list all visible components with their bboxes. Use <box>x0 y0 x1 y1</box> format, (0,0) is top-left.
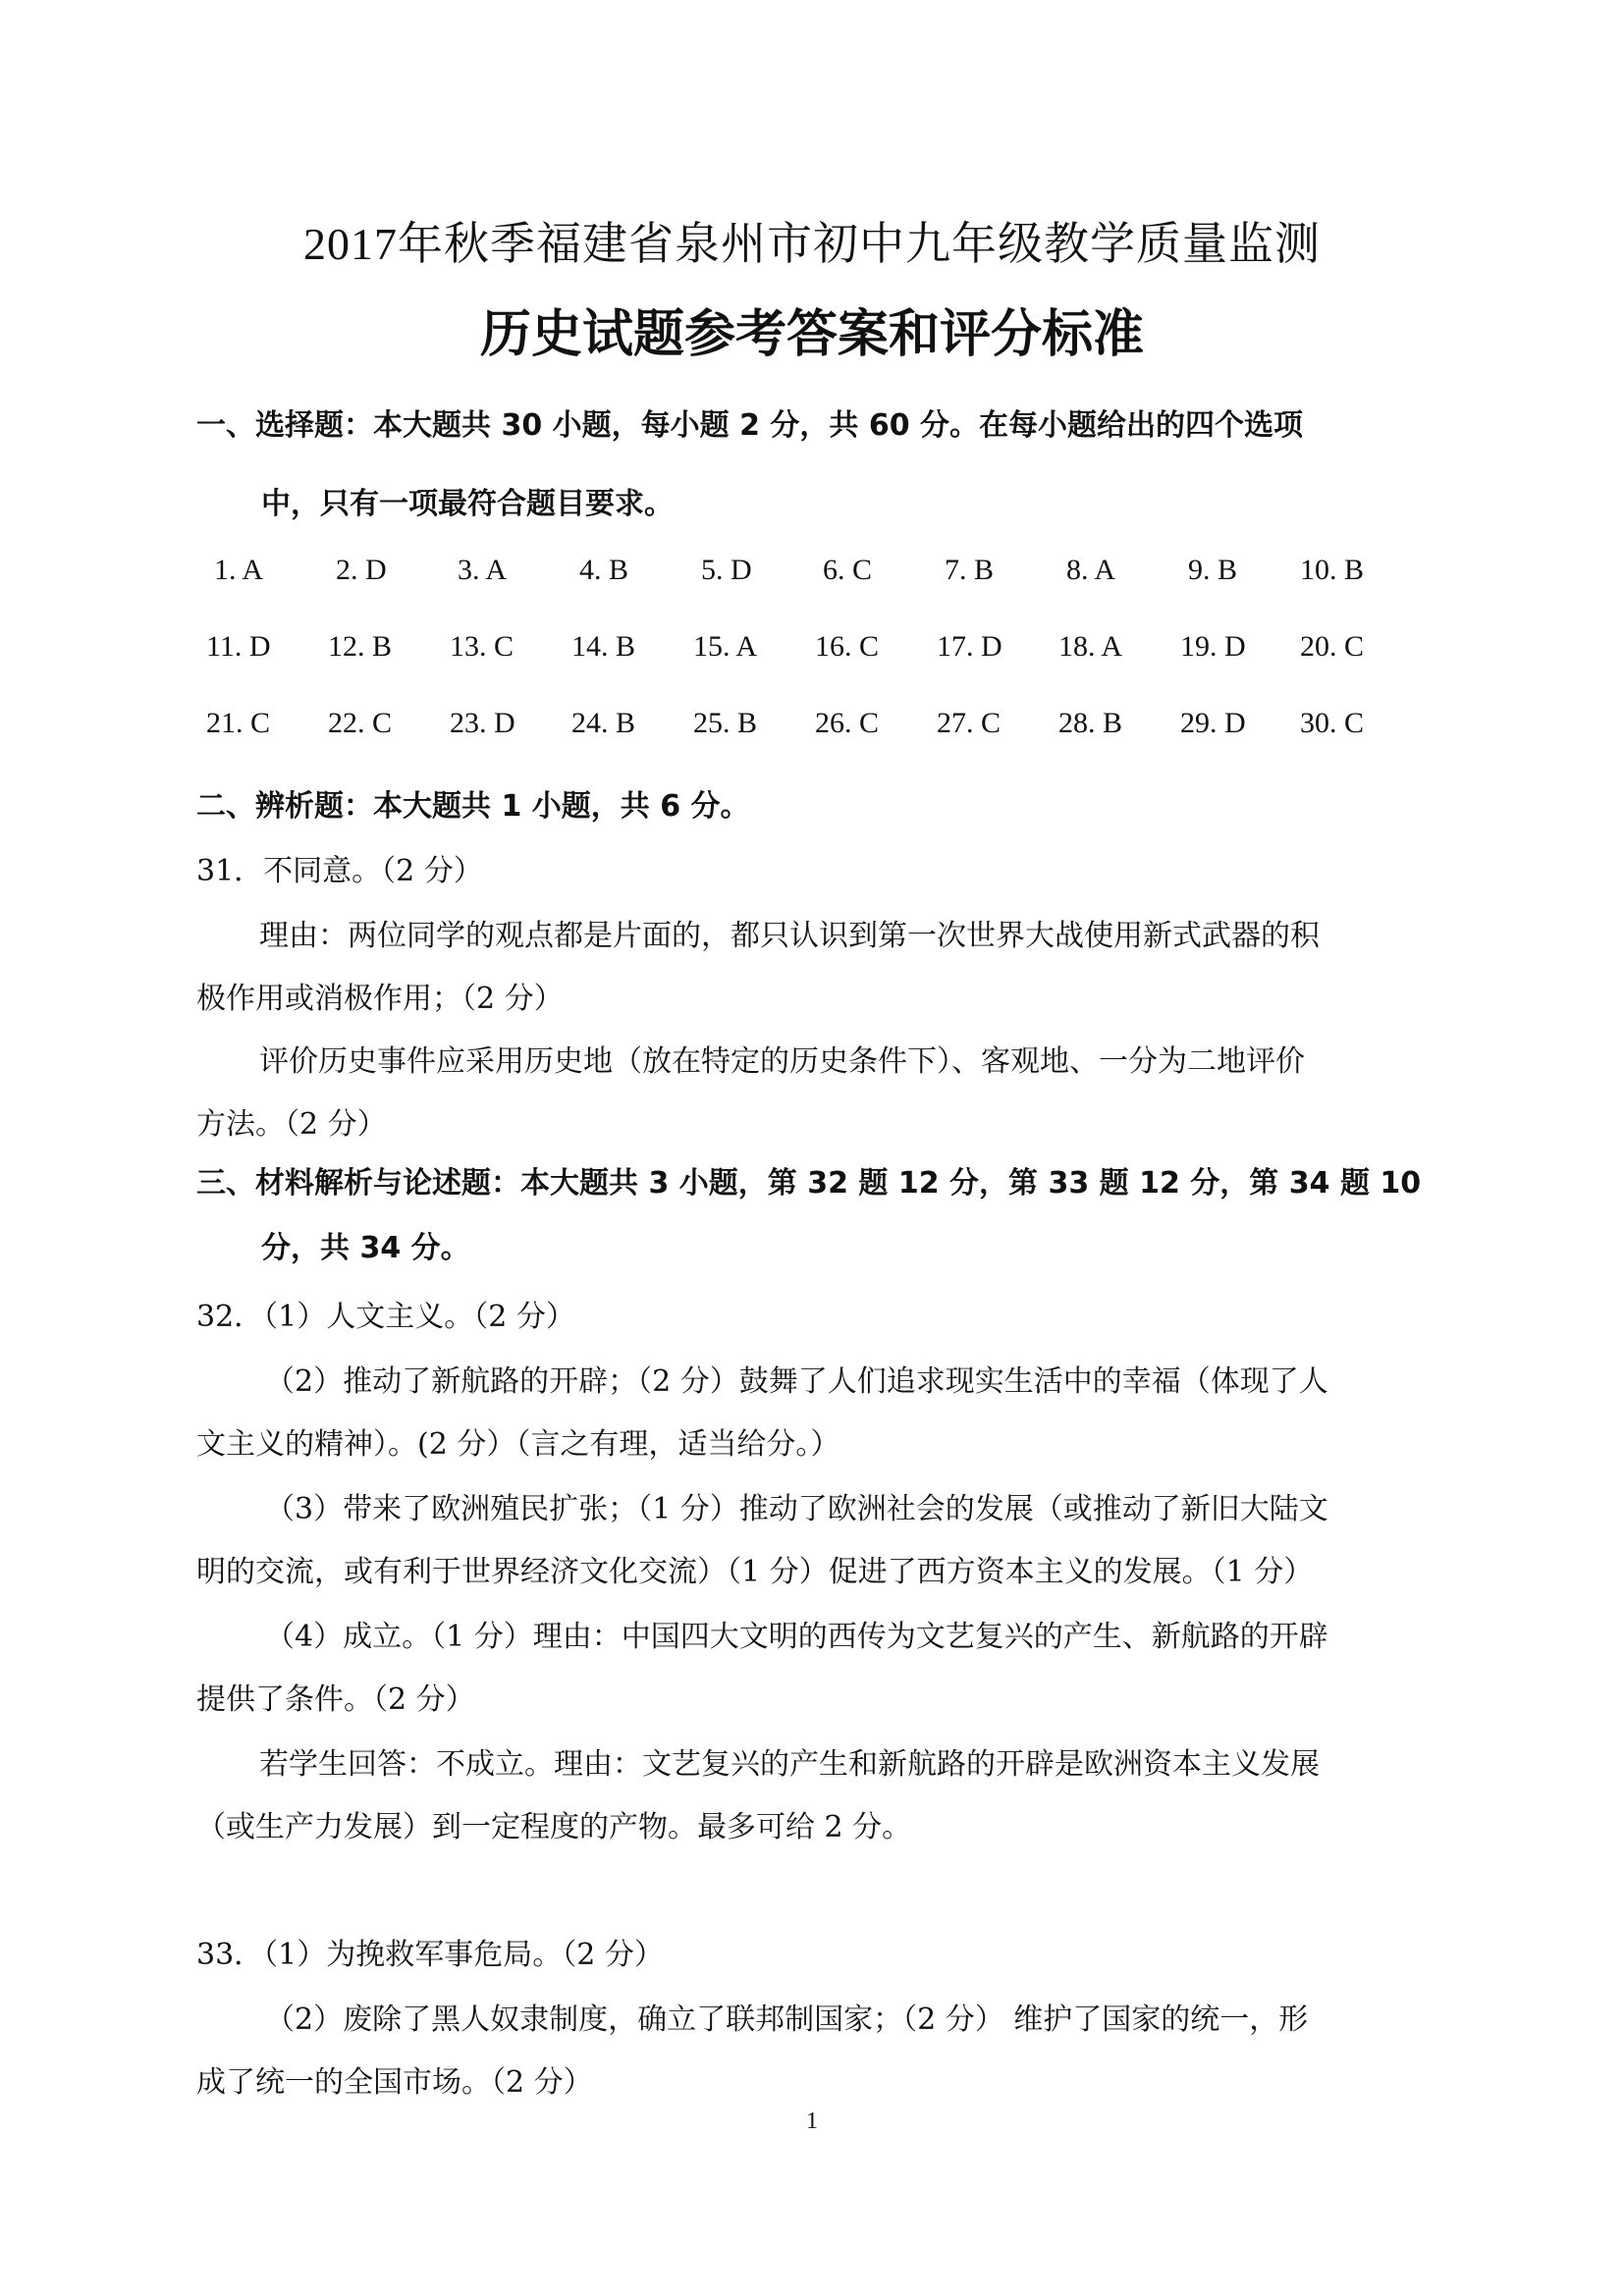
answer-item: 1. A <box>214 554 264 586</box>
q32-part4-cont: 提供了条件。（2 分） <box>196 1682 475 1717</box>
answer-item: 15. A <box>693 630 758 663</box>
answer-item: 11. D <box>206 630 271 663</box>
page-number: 1 <box>806 2109 818 2134</box>
answer-item: 30. C <box>1300 707 1365 739</box>
q32-part1: 32．（1）人文主义。（2 分） <box>196 1300 575 1334</box>
section2-heading: 二、辨析题：本大题共 1 小题，共 6 分。 <box>196 789 750 824</box>
q33-part1: 33．（1）为挽救军事危局。（2 分） <box>196 1938 664 1972</box>
answer-item: 17. D <box>937 630 1002 663</box>
q32-part2: （2）推动了新航路的开辟；（2 分）鼓舞了人们追求现实生活中的幸福（体现了人 <box>265 1364 1328 1399</box>
answer-item: 8. A <box>1066 554 1116 586</box>
section3-heading-cont: 分，共 34 分。 <box>261 1231 470 1265</box>
q32-alt-answer-cont: （或生产力发展）到一定程度的产物。最多可给 2 分。 <box>196 1810 912 1844</box>
answer-item: 27. C <box>937 707 1001 739</box>
answer-item: 19. D <box>1180 630 1246 663</box>
q32-part4: （4）成立。（1 分）理由：中国四大文明的西传为文艺复兴的产生、新航路的开辟 <box>265 1620 1328 1654</box>
q32-part2-cont: 文主义的精神）。(2 分）（言之有理，适当给分。） <box>196 1427 840 1462</box>
answer-item: 3. A <box>458 554 508 586</box>
section1-heading-cont: 中，只有一项最符合题目要求。 <box>261 487 674 521</box>
answer-item: 26. C <box>815 707 880 739</box>
answer-item: 12. B <box>328 630 393 663</box>
answer-item: 20. C <box>1300 630 1365 663</box>
answer-item: 18. A <box>1058 630 1123 663</box>
answer-item: 24. B <box>571 707 636 739</box>
answer-item: 28. B <box>1058 707 1123 739</box>
answer-item: 4. B <box>579 554 629 586</box>
answer-item: 10. B <box>1300 554 1365 586</box>
document-title: 2017年秋季福建省泉州市初中九年级教学质量监测 <box>303 219 1321 269</box>
answer-item: 9. B <box>1188 554 1238 586</box>
q31-reason-cont: 极作用或消极作用；（2 分） <box>196 982 564 1016</box>
answer-item: 29. D <box>1180 707 1246 739</box>
answer-item: 7. B <box>945 554 995 586</box>
answer-item: 16. C <box>815 630 880 663</box>
answer-item: 2. D <box>336 554 387 586</box>
q31-method-cont: 方法。（2 分） <box>196 1107 387 1142</box>
answer-item: 13. C <box>450 630 514 663</box>
q32-part3: （3）带来了欧洲殖民扩张；（1 分）推动了欧洲社会的发展（或推动了新旧大陆文 <box>265 1492 1328 1526</box>
answer-item: 14. B <box>571 630 636 663</box>
answer-item: 21. C <box>206 707 271 739</box>
q32-alt-answer: 若学生回答：不成立。理由：文艺复兴的产生和新航路的开辟是欧洲资本主义发展 <box>259 1747 1320 1782</box>
q31-reason: 理由：两位同学的观点都是片面的，都只认识到第一次世界大战使用新式武器的积 <box>259 919 1320 953</box>
section1-heading: 一、选择题：本大题共 30 小题，每小题 2 分，共 60 分。在每小题给出的四个选项 <box>196 408 1304 443</box>
document-subtitle: 历史试题参考答案和评分标准 <box>479 305 1144 364</box>
q33-part2: （2）废除了黑人奴隶制度，确立了联邦制国家；（2 分） 维护了国家的统一，形 <box>265 2002 1309 2037</box>
q31-answer: 31．不同意。（2 分） <box>196 854 483 888</box>
q33-part2-cont: 成了统一的全国市场。（2 分） <box>196 2065 593 2100</box>
answer-item: 5. D <box>701 554 752 586</box>
q31-method: 评价历史事件应采用历史地（放在特定的历史条件下）、客观地、一分为二地评价 <box>259 1044 1305 1079</box>
q32-part3-cont: 明的交流，或有利于世界经济文化交流）（1 分）促进了西方资本主义的发展。（1 分） <box>196 1555 1314 1589</box>
answer-item: 6. C <box>823 554 873 586</box>
section3-heading: 三、材料解析与论述题：本大题共 3 小题，第 32 题 12 分，第 33 题 12 分，第 34 题 10 <box>196 1166 1422 1201</box>
answer-item: 22. C <box>328 707 393 739</box>
answer-item: 23. D <box>450 707 515 739</box>
answer-item: 25. B <box>693 707 758 739</box>
